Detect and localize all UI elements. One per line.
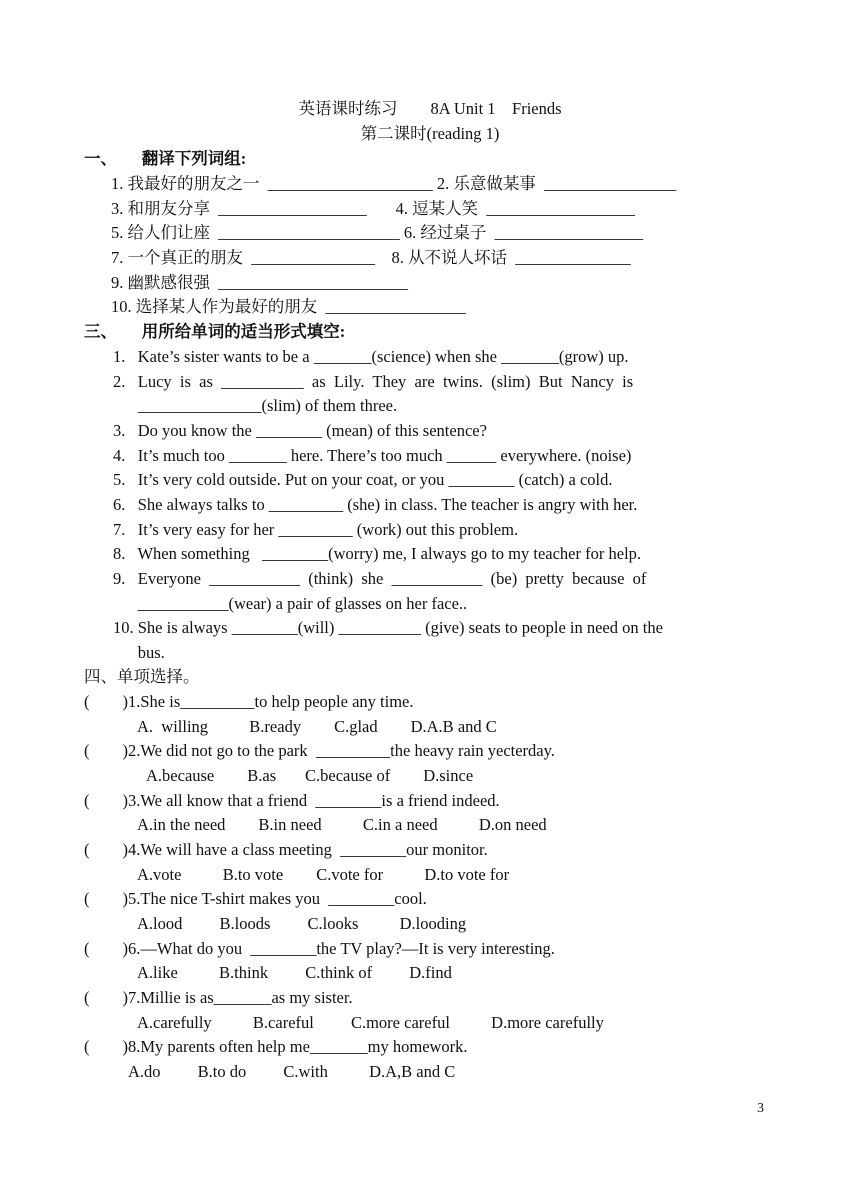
- translation-line-4: 7. 一个真正的朋友 _______________ 8. 从不说人坏话 ______________: [111, 248, 631, 267]
- mc-question-stem: ( )2.We did not go to the park _________the heavy rain yecterday.: [84, 741, 555, 760]
- page-number: 3: [757, 1101, 764, 1116]
- mc-question-options: A.lood B.loods C.looks D.looding: [137, 914, 467, 933]
- fill-blank-item: 2. Lucy is as __________ as Lily. They are twins. (slim) But Nancy is: [113, 372, 634, 391]
- translation-line-2: 3. 和朋友分享 __________________ 4. 逗某人笑 __________________: [111, 199, 635, 218]
- mc-question-options: A.carefully B.careful C.more careful D.more carefully: [137, 1013, 604, 1032]
- fill-blank-item: 4. It’s much too _______ here. There’s too much ______ everywhere. (noise): [113, 446, 632, 465]
- section-3-heading: 三、 用所给单词的适当形式填空:: [84, 322, 346, 341]
- mc-question-stem: ( )3.We all know that a friend ________is a friend indeed.: [84, 791, 500, 810]
- mc-question-options: A.because B.as C.because of D.since: [146, 766, 474, 785]
- translation-line-1: 1. 我最好的朋友之一 ____________________ 2. 乐意做某事 ________________: [111, 174, 677, 193]
- mc-question-options: A.vote B.to vote C.vote for D.to vote for: [137, 865, 510, 884]
- mc-question-options: A. willing B.ready C.glad D.A.B and C: [137, 717, 497, 736]
- mc-question-options: A.in the need B.in need C.in a need D.on need: [137, 815, 547, 834]
- fill-blank-item: _______________(slim) of them three.: [113, 396, 398, 415]
- fill-blank-item: 9. Everyone ___________ (think) she ___________ (be) pretty because of: [113, 569, 647, 588]
- fill-blank-item: 3. Do you know the ________ (mean) of this sentence?: [113, 421, 487, 440]
- translation-line-5: 9. 幽默感很强 _______________________: [111, 273, 408, 292]
- fill-blank-item: 10. She is always ________(will) __________ (give) seats to people in need on the: [113, 618, 663, 637]
- translation-line-6: 10. 选择某人作为最好的朋友 _________________: [111, 297, 466, 316]
- fill-blank-item: 8. When something ________(worry) me, I always go to my teacher for help.: [113, 544, 642, 563]
- fill-blank-item: 7. It’s very easy for her _________ (work) out this problem.: [113, 520, 519, 539]
- mc-question-stem: ( )1.She is_________to help people any time.: [84, 692, 414, 711]
- mc-question-stem: ( )4.We will have a class meeting ________our monitor.: [84, 840, 488, 859]
- translation-line-3: 5. 给人们让座 ______________________ 6. 经过桌子 __________________: [111, 223, 644, 242]
- mc-question-options: A.like B.think C.think of D.find: [137, 963, 452, 982]
- fill-blank-item: 1. Kate’s sister wants to be a _______(science) when she _______(grow) up.: [113, 347, 629, 366]
- page-title: 英语课时练习 8A Unit 1 Friends: [298, 99, 562, 118]
- mc-question-stem: ( )6.—What do you ________the TV play?—It is very interesting.: [84, 939, 555, 958]
- mc-question-options: A.do B.to do C.with D.A,B and C: [128, 1062, 456, 1081]
- section-4-heading: 四、单项选择。: [84, 667, 200, 686]
- mc-question-stem: ( )5.The nice T-shirt makes you ________cool.: [84, 889, 427, 908]
- page-subtitle: 第二课时(reading 1): [360, 124, 500, 143]
- mc-question-stem: ( )8.My parents often help me_______my homework.: [84, 1037, 468, 1056]
- fill-blank-item: 6. She always talks to _________ (she) in class. The teacher is angry with her.: [113, 495, 638, 514]
- fill-blank-item: ___________(wear) a pair of glasses on her face..: [113, 594, 468, 613]
- mc-question-stem: ( )7.Millie is as_______as my sister.: [84, 988, 353, 1007]
- fill-blank-item: bus.: [113, 643, 165, 662]
- section-1-heading: 一、 翻译下列词组:: [84, 149, 247, 168]
- fill-blank-item: 5. It’s very cold outside. Put on your coat, or you ________ (catch) a cold.: [113, 470, 613, 489]
